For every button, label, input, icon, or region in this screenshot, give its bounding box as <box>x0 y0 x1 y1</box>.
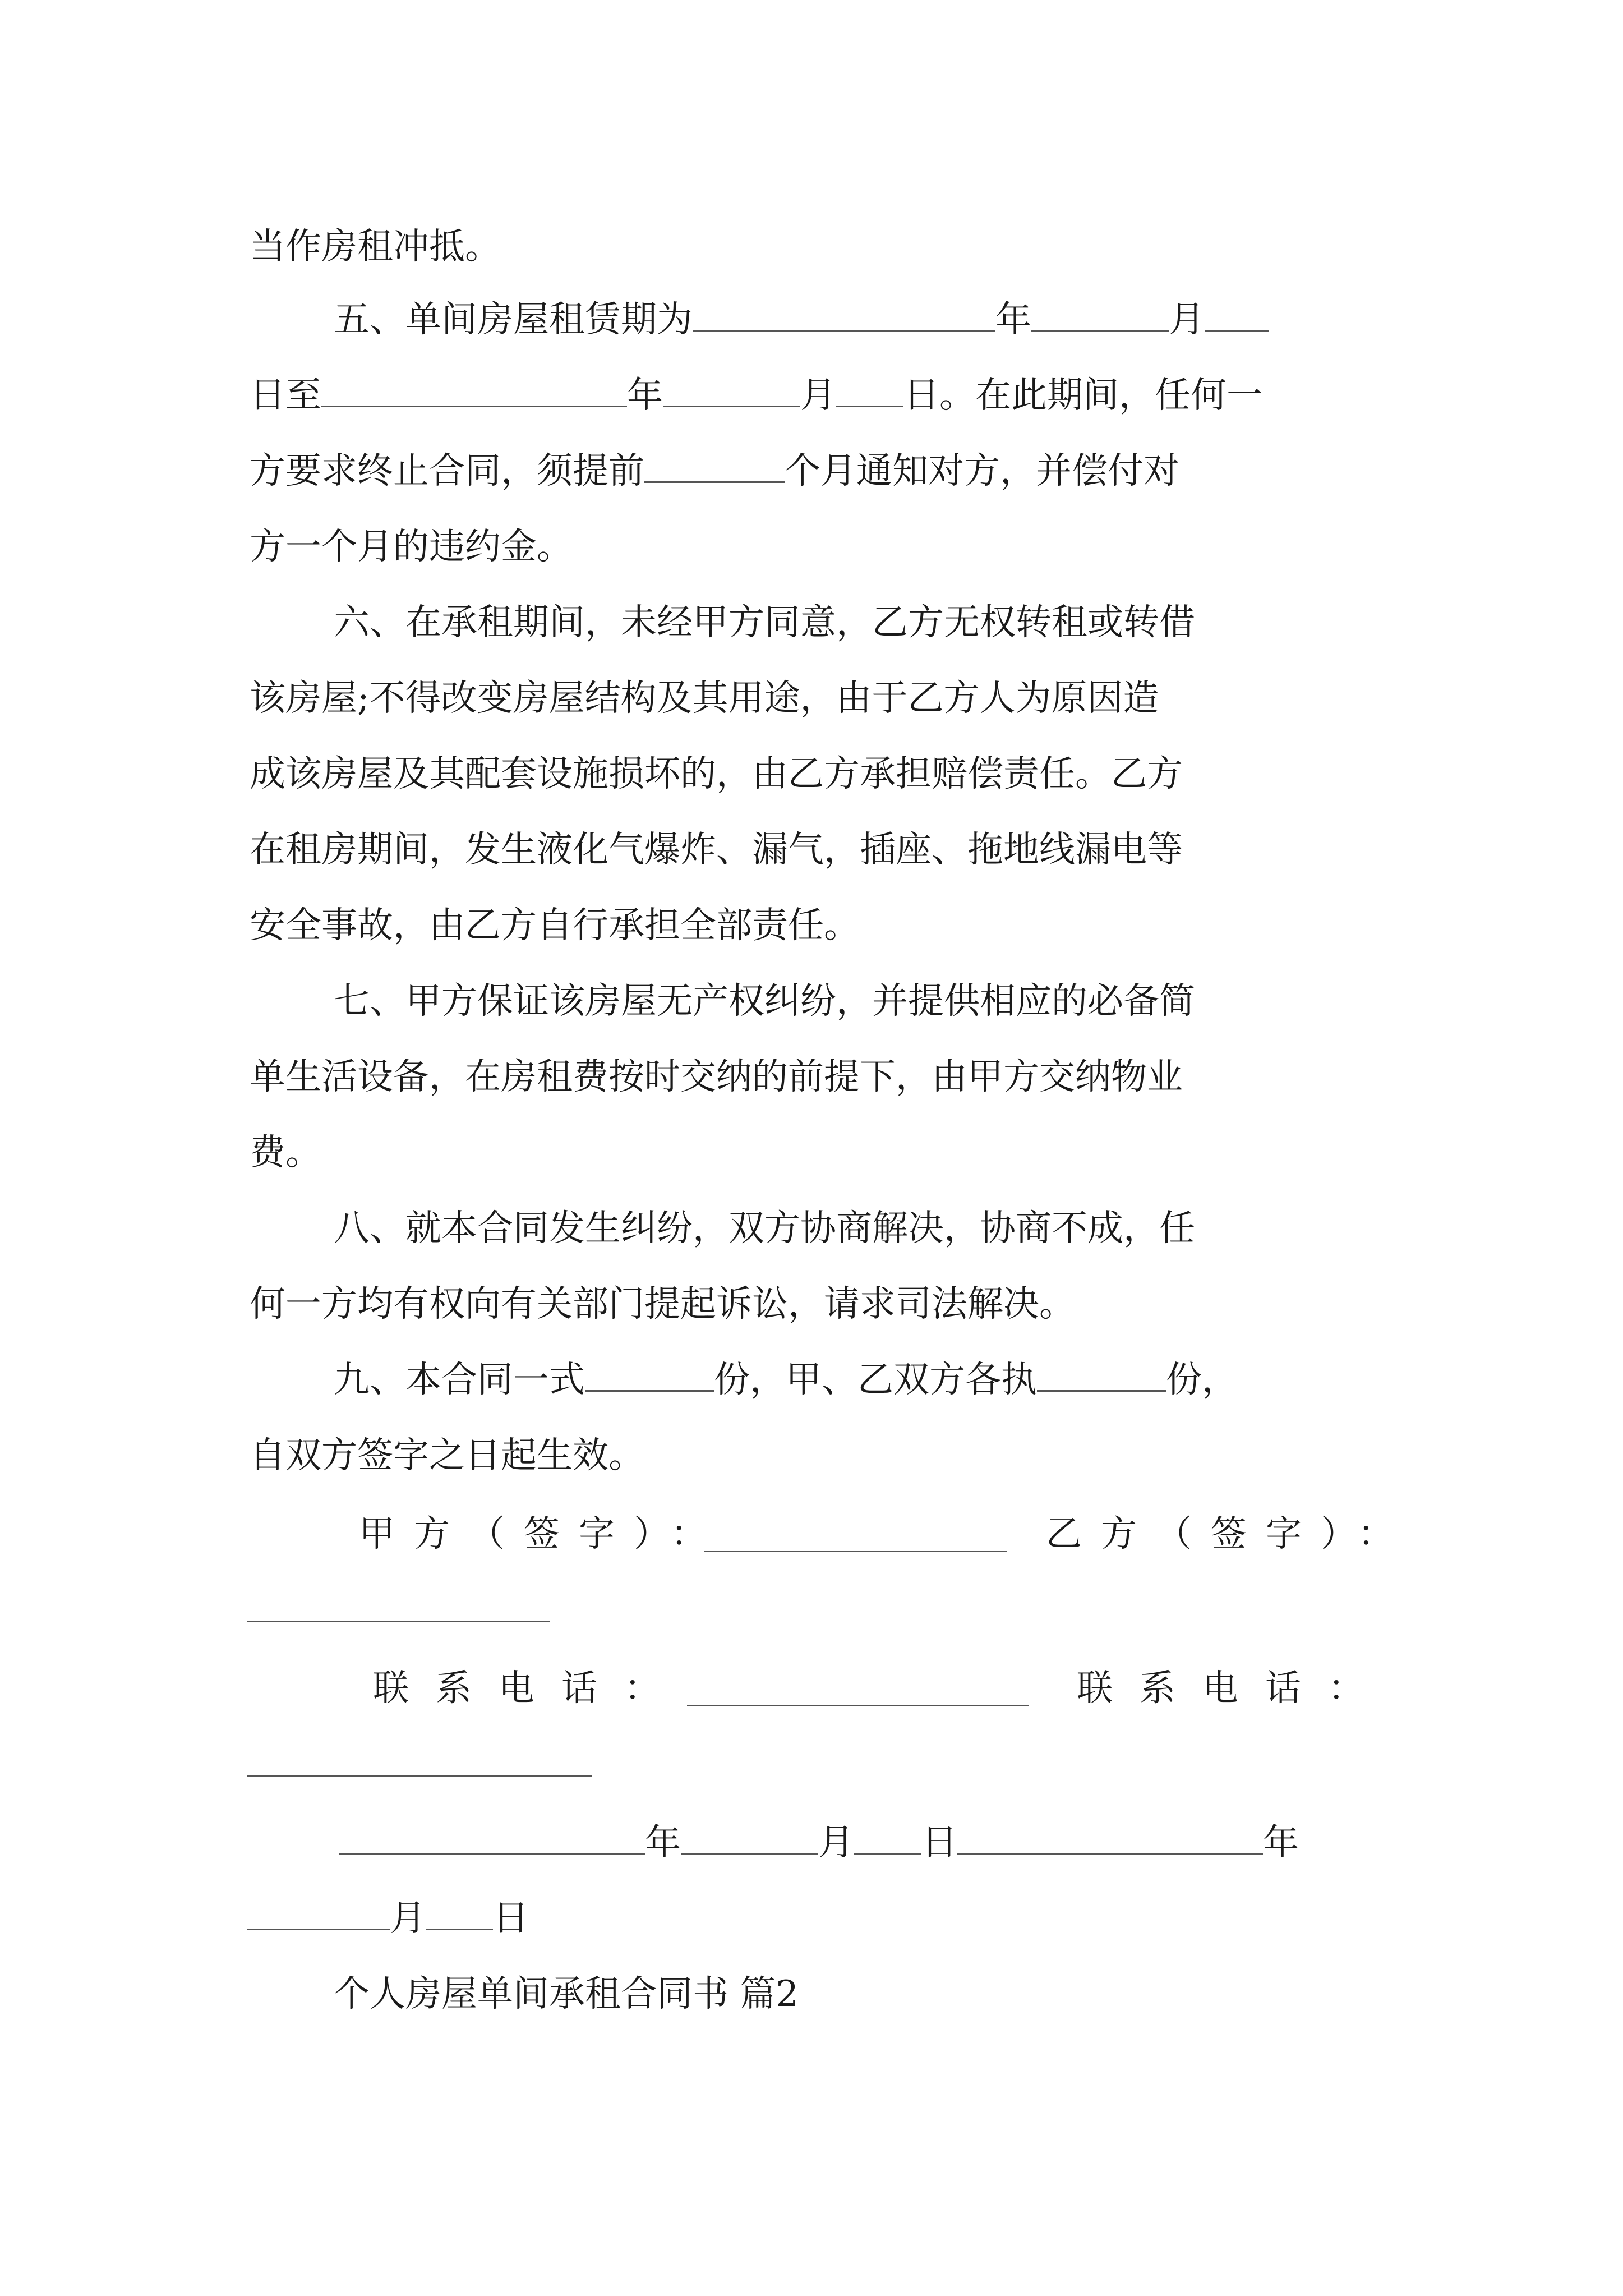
text-line: 八、就本合同发生纠纷，双方协商解决，协商不成，任 <box>334 1208 1195 1249</box>
date-line-1 <box>339 1818 1299 1868</box>
copies-blank[interactable] <box>585 1361 714 1392</box>
text-segment: 年 <box>995 299 1031 341</box>
year-blank[interactable] <box>693 301 995 332</box>
clause-5-line-2 <box>250 370 1262 421</box>
text-segment: 日。在此期间，任何一 <box>903 375 1262 416</box>
party-b-day-blank[interactable] <box>426 1899 493 1930</box>
party-b-phone-line[interactable] <box>247 1775 592 1777</box>
month-blank[interactable] <box>1031 301 1169 332</box>
text-segment: 方要求终止合同，须提前 <box>250 450 644 492</box>
party-a-phone-label: 联系电话： <box>373 1668 687 1709</box>
party-b-month-blank[interactable] <box>247 1899 390 1930</box>
text-line: 成该房屋及其配套设施损坏的，由乙方承担赔偿责任。乙方 <box>250 753 1183 795</box>
text-segment: 日 <box>493 1898 529 1939</box>
text-line: 费。 <box>250 1132 321 1174</box>
text-segment: 月 <box>1169 299 1205 341</box>
party-a-year-blank[interactable] <box>339 1824 645 1855</box>
day-blank[interactable] <box>1205 301 1269 332</box>
text-line: 何一方均有权向有关部门提起诉讼，请求司法解决。 <box>250 1283 1075 1325</box>
month-blank[interactable] <box>663 376 800 407</box>
text-line: 单生活设备，在房租费按时交纳的前提下，由甲方交纳物业 <box>250 1056 1183 1098</box>
party-b-phone-label: 联系电话： <box>1077 1668 1391 1709</box>
text-segment: 月 <box>800 375 836 416</box>
party-a-phone-line[interactable] <box>687 1705 1029 1706</box>
clause-9-line-1 <box>334 1355 1238 1405</box>
copies-each-blank[interactable] <box>1037 1361 1166 1392</box>
party-b-sign-label: 乙方（签字）： <box>1046 1513 1413 1555</box>
clause-5-line-3 <box>250 446 1179 496</box>
text-segment: 日至 <box>250 375 321 416</box>
text-line: 六、在承租期间，未经甲方同意，乙方无权转租或转借 <box>334 602 1195 643</box>
text-line: 在租房期间，发生液化气爆炸、漏气，插座、拖地线漏电等 <box>250 829 1183 871</box>
date-line-2 <box>247 1893 529 1944</box>
party-a-day-blank[interactable] <box>854 1824 921 1855</box>
text-segment: 年 <box>645 1822 681 1864</box>
text-segment: 年 <box>1263 1822 1299 1864</box>
notice-months-blank[interactable] <box>644 452 785 483</box>
text-segment: 份， <box>1166 1359 1238 1401</box>
clause-5-line-1 <box>334 295 1269 345</box>
text-segment: 日 <box>921 1822 957 1864</box>
text-segment: 九、本合同一式 <box>334 1359 585 1401</box>
text-line: 当作房租冲抵。 <box>250 226 501 268</box>
text-line: 该房屋;不得改变房屋结构及其用途，由于乙方人为原因造 <box>250 678 1159 719</box>
text-line: 安全事故，由乙方自行承担全部责任。 <box>250 905 860 946</box>
text-segment: 月 <box>818 1822 854 1864</box>
party-b-year-blank[interactable] <box>957 1824 1263 1855</box>
party-b-sign-line[interactable] <box>247 1621 550 1622</box>
year-blank[interactable] <box>321 376 627 407</box>
text-line: 方一个月的违约金。 <box>250 526 573 568</box>
text-segment: 五、单间房屋租赁期为 <box>334 299 693 341</box>
text-segment: 个月通知对方，并偿付对 <box>785 450 1179 492</box>
party-a-sign-label: 甲方（签字）： <box>359 1513 726 1555</box>
day-blank[interactable] <box>836 376 903 407</box>
party-a-sign-line[interactable] <box>704 1551 1007 1552</box>
section-heading: 个人房屋单间承租合同书 篇2 <box>334 1973 799 2015</box>
text-line: 自双方签字之日起生效。 <box>250 1435 644 1476</box>
text-segment: 年 <box>627 375 663 416</box>
text-segment: 月 <box>390 1898 426 1939</box>
party-a-month-blank[interactable] <box>681 1824 818 1855</box>
text-segment: 份，甲、乙双方各执 <box>714 1359 1037 1401</box>
text-line: 七、甲方保证该房屋无产权纠纷，并提供相应的必备简 <box>334 981 1195 1022</box>
